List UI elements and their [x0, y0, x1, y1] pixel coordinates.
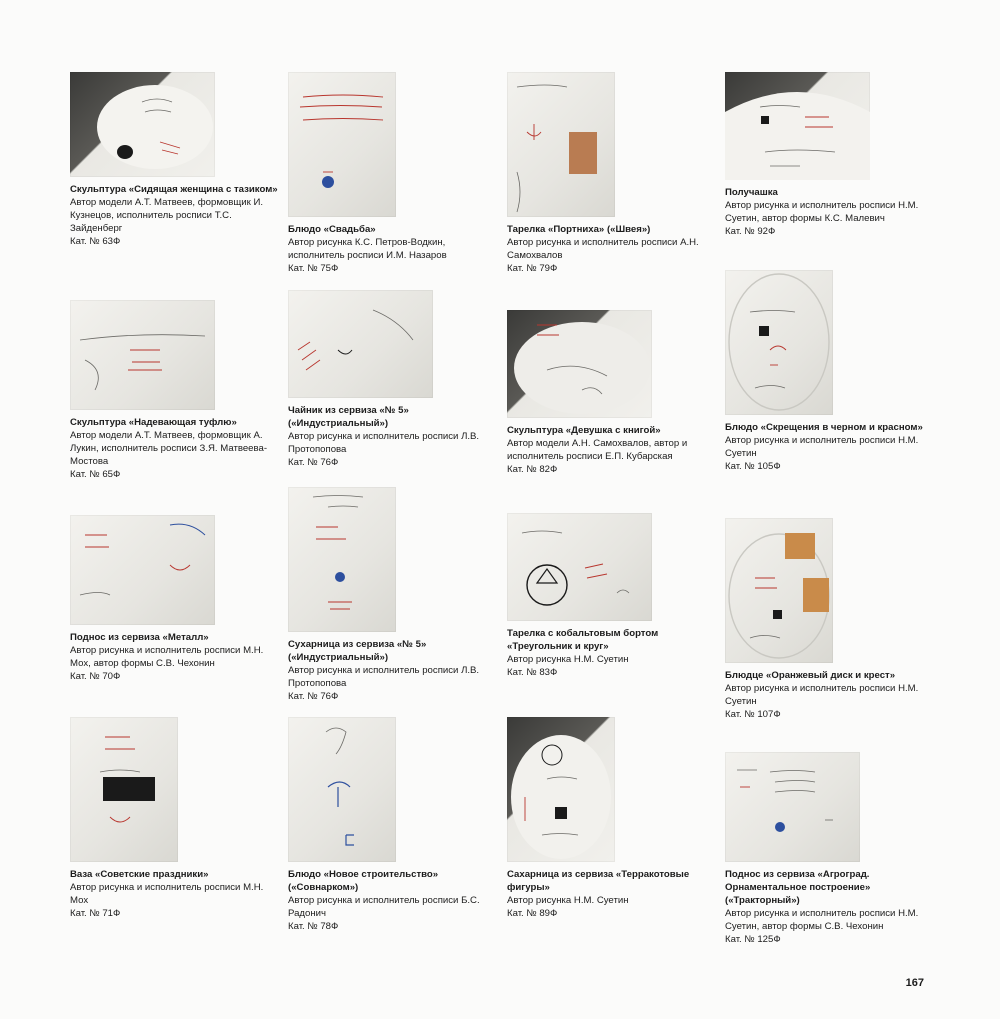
item-catalog-number: Кат. № 75Ф — [288, 263, 339, 274]
item-photo — [288, 487, 396, 632]
catalog-item — [70, 515, 280, 683]
item-title: Тарелка с кобальтовым бортом «Треугольник и круг» — [507, 628, 659, 652]
item-description: Автор рисунка К.С. Петров-Водкин, исполнитель росписи И.М. Назаров — [288, 237, 447, 261]
item-title: Поднос из сервиза «Агроград. Орнаментальное построение» («Тракторный») — [725, 869, 871, 906]
catalog-item — [70, 300, 280, 481]
item-photo — [507, 513, 652, 621]
item-description: Автор рисунка и исполнитель росписи Л.В. Протопопова — [288, 665, 480, 689]
item-catalog-number: Кат. № 76Ф — [288, 691, 339, 702]
item-title: Блюдо «Скрещения в черном и красном» — [725, 422, 923, 433]
item-photo — [70, 515, 215, 625]
item-description: Автор рисунка и исполнитель росписи Б.С. Радонич — [288, 895, 480, 919]
item-photo — [288, 72, 396, 217]
item-catalog-number: Кат. № 83Ф — [507, 667, 558, 678]
item-description: Автор рисунка и исполнитель росписи Н.М. Суетин, автор формы С.В. Чехонин — [725, 908, 919, 932]
catalog-item — [288, 290, 498, 469]
item-catalog-number: Кат. № 82Ф — [507, 464, 558, 475]
item-description: Автор рисунка и исполнитель росписи Н.М. Суетин, автор формы К.С. Малевич — [725, 200, 919, 224]
item-title: Скульптура «Сидящая женщина с тазиком» — [70, 184, 278, 195]
item-title: Поднос из сервиза «Металл» — [70, 632, 209, 643]
item-title: Блюдо «Новое строительство» («Совнарком») — [288, 869, 439, 893]
catalog-item — [70, 72, 280, 248]
item-title: Тарелка «Портниха» («Швея») — [507, 224, 651, 235]
item-catalog-number: Кат. № 105Ф — [725, 461, 781, 472]
catalog-item — [507, 310, 717, 476]
item-title: Ваза «Советские праздники» — [70, 869, 209, 880]
item-photo — [288, 717, 396, 862]
catalog-item — [70, 717, 280, 920]
item-catalog-number: Кат. № 71Ф — [70, 908, 121, 919]
item-description: Автор рисунка и исполнитель росписи Н.М. Суетин — [725, 435, 919, 459]
item-photo — [507, 310, 652, 418]
item-description: Автор рисунка и исполнитель росписи М.Н. Мох — [70, 882, 264, 906]
catalog-item — [288, 72, 498, 275]
item-description: Автор модели А.Т. Матвеев, формовщик А. Лукин, исполнитель росписи З.Я. Матвеева-Мостова — [70, 430, 268, 467]
item-description: Автор рисунка и исполнитель росписи М.Н. Мох, автор формы С.В. Чехонин — [70, 645, 264, 669]
item-description: Автор рисунка и исполнитель росписи Л.В. Протопопова — [288, 431, 480, 455]
item-photo — [70, 72, 215, 177]
item-catalog-number: Кат. № 92Ф — [725, 226, 776, 237]
catalog-item — [288, 487, 498, 703]
catalog-item — [725, 518, 935, 721]
item-catalog-number: Кат. № 107Ф — [725, 709, 781, 720]
item-photo — [725, 72, 870, 180]
item-title: Блюдце «Оранжевый диск и крест» — [725, 670, 896, 681]
item-catalog-number: Кат. № 76Ф — [288, 457, 339, 468]
item-description: Автор рисунка Н.М. Суетин — [507, 895, 629, 906]
item-photo — [70, 300, 215, 410]
item-catalog-number: Кат. № 70Ф — [70, 671, 121, 682]
item-description: Автор модели А.Т. Матвеев, формовщик И. Кузнецов, исполнитель росписи Т.С. Зайденберг — [70, 197, 264, 234]
item-title: Скульптура «Девушка с книгой» — [507, 425, 661, 436]
item-catalog-number: Кат. № 63Ф — [70, 236, 121, 247]
catalog-item — [725, 72, 935, 238]
item-catalog-number: Кат. № 79Ф — [507, 263, 558, 274]
item-photo — [288, 290, 433, 398]
item-title: Блюдо «Свадьба» — [288, 224, 376, 235]
item-title: Скульптура «Надевающая туфлю» — [70, 417, 237, 428]
item-photo — [507, 717, 615, 862]
catalog-item — [725, 752, 935, 946]
catalog-item — [288, 717, 498, 933]
item-description: Автор рисунка Н.М. Суетин — [507, 654, 629, 665]
item-title: Сахарница из сервиза «Терракотовые фигуры» — [507, 869, 690, 893]
item-catalog-number: Кат. № 78Ф — [288, 921, 339, 932]
item-description: Автор рисунка и исполнитель росписи Н.М. Суетин — [725, 683, 919, 707]
catalog-item — [507, 513, 717, 679]
item-title: Получашка — [725, 187, 778, 198]
item-photo — [507, 72, 615, 217]
catalog-item — [507, 72, 717, 275]
item-title: Чайник из сервиза «№ 5» («Индустриальный») — [288, 405, 409, 429]
item-catalog-number: Кат. № 89Ф — [507, 908, 558, 919]
item-description: Автор рисунка и исполнитель росписи А.Н. Самохвалов — [507, 237, 699, 261]
item-title: Сухарница из сервиза «№ 5» («Индустриальный») — [288, 639, 427, 663]
catalog-item — [725, 270, 935, 473]
item-catalog-number: Кат. № 65Ф — [70, 469, 121, 480]
page-number: 167 — [905, 977, 924, 989]
item-photo — [70, 717, 178, 862]
item-photo — [725, 752, 860, 862]
item-description: Автор модели А.Н. Самохвалов, автор и исполнитель росписи Е.П. Кубарская — [507, 438, 688, 462]
item-photo — [725, 518, 833, 663]
item-photo — [725, 270, 833, 415]
catalog-item — [507, 717, 717, 920]
item-catalog-number: Кат. № 125Ф — [725, 934, 781, 945]
